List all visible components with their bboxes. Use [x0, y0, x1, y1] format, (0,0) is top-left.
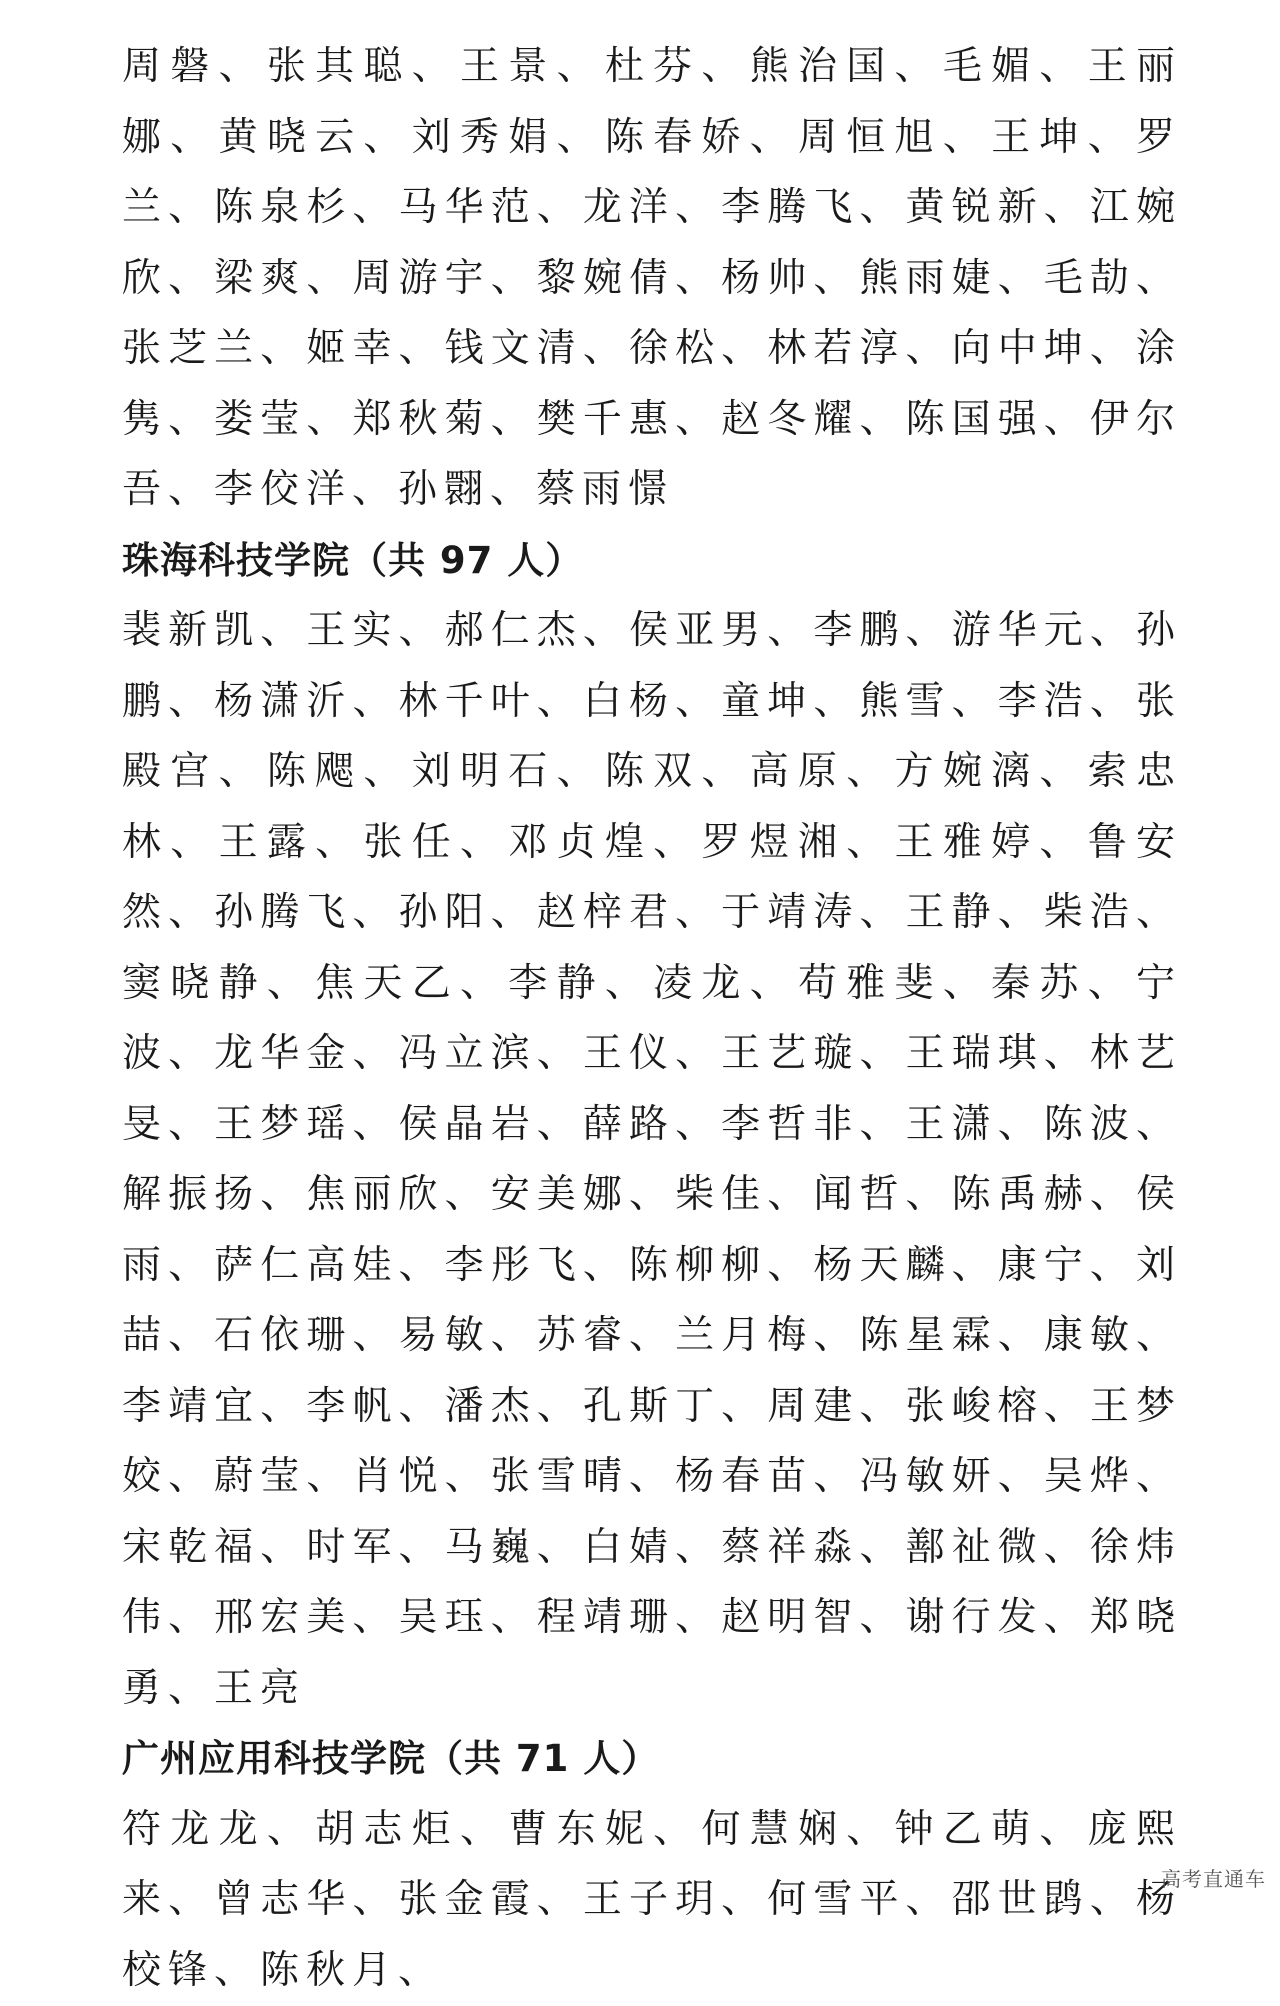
watermark-text: 高考直通车 — [1161, 1863, 1266, 1892]
name-list-continued: 周磐、张其聪、王景、杜芬、熊治国、毛媚、王丽娜、黄晓云、刘秀娟、陈春娇、周恒旭、王坤、罗兰、陈泉杉、马华范、龙洋、李腾飞、黄锐新、江婉欣、梁爽、周游宇、黎婉倩、杨帅、熊雨婕、毛劼、张芝兰、姬幸、钱文清、徐松、林若淳、向中坤、涂隽、娄莹、郑秋菊、樊千惠、赵冬耀、陈国强、伊尔吾、李佼洋、孙翾、蔡雨憬 — [122, 32, 1182, 526]
name-list-guangzhou: 符龙龙、胡志炬、曹东妮、何慧娴、钟乙萌、庞熙来、曾志华、张金霞、王子玥、何雪平、邵世鹍、杨校锋、陈秋月、 — [122, 1795, 1182, 2006]
section-heading-guangzhou: 广州应用科技学院（共 71 人） — [122, 1724, 1182, 1795]
name-list-zhuhai: 裴新凯、王实、郝仁杰、侯亚男、李鹏、游华元、孙鹏、杨潇沂、林千叶、白杨、童坤、熊雪、李浩、张殿宫、陈飔、刘明石、陈双、高原、方婉漓、索忠林、王露、张任、邓贞煌、罗煜湘、王雅婷、鲁安然、孙腾飞、孙阳、赵梓君、于靖涛、王静、柴浩、窦晓静、焦天乙、李静、凌龙、苟雅斐、秦苏、宁波、龙华金、冯立滨、王仪、王艺璇、王瑞琪、林艺旻、王梦瑶、侯晶岩、薛路、李哲非、王潇、陈波、解振扬、焦丽欣、安美娜、柴佳、闻哲、陈禹赫、侯雨、萨仁高娃、李彤飞、陈柳柳、杨天麟、康宁、刘喆、石依珊、易敏、苏睿、兰月梅、陈星霖、康敏、李靖宜、李帆、潘杰、孔斯丁、周建、张峻榕、王梦姣、蔚莹、肖悦、张雪晴、杨春苗、冯敏妍、吴烨、宋乾福、时军、马巍、白婧、蔡祥淼、鄯祉微、徐炜伟、邢宏美、吴珏、程靖珊、赵明智、谢行发、郑晓勇、王亮 — [122, 596, 1182, 1724]
section-heading-zhuhai: 珠海科技学院（共 97 人） — [122, 526, 1182, 597]
document-body — [122, 32, 1182, 2006]
